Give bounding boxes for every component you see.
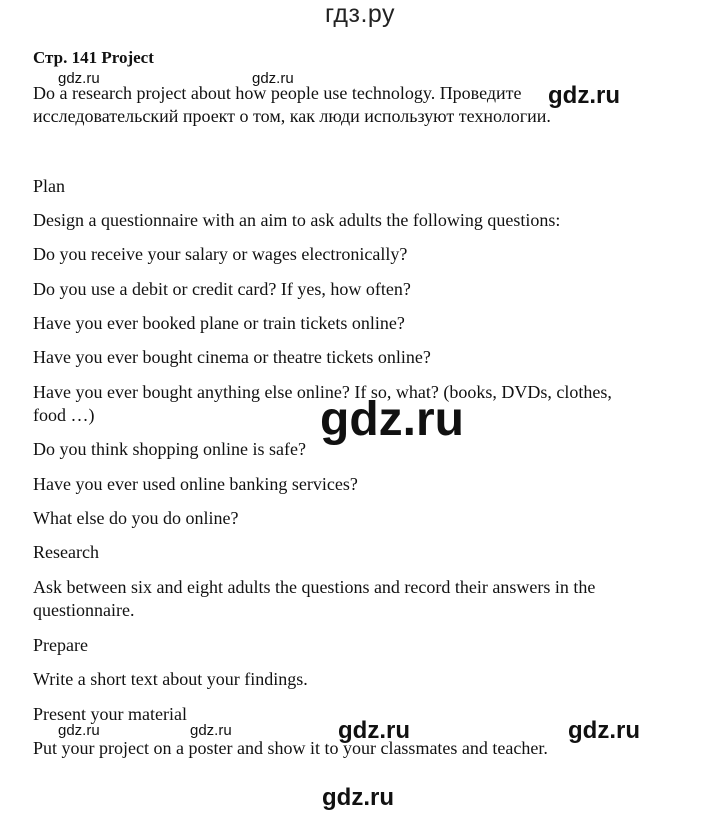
watermark: gdz.ru	[190, 722, 232, 739]
intro-line-2: исследовательский проект о том, как люди используют технологии.	[33, 106, 551, 126]
present-label: Present your material	[33, 704, 187, 724]
watermark: gdz.ru	[548, 82, 620, 109]
research-line-2: questionnaire.	[33, 600, 135, 620]
plan-intro: Design a questionnaire with an aim to ask adults the following questions:	[33, 210, 561, 230]
question-item: Have you ever bought anything else online? If so, what? (books, DVDs, clothes,	[33, 382, 612, 402]
intro-line-1: Do a research project about how people use technology. Проведите	[33, 83, 522, 103]
question-item: Do you think shopping online is safe?	[33, 439, 306, 459]
research-label: Research	[33, 542, 99, 562]
question-item: What else do you do online?	[33, 508, 239, 528]
plan-label: Plan	[33, 176, 66, 196]
question-item: Have you ever booked plane or train tickets online?	[33, 313, 405, 333]
question-item-continued: food …)	[33, 405, 95, 425]
question-item: Have you ever bought cinema or theatre tickets online?	[33, 347, 431, 367]
site-title: гдз.ру	[324, 0, 396, 28]
watermark: gdz.ru	[252, 70, 294, 87]
watermark: gdz.ru	[568, 717, 640, 744]
watermark: gdz.ru	[338, 717, 410, 744]
watermark-footer: gdz.ru	[322, 784, 394, 811]
research-line-1: Ask between six and eight adults the questions and record their answers in the	[33, 577, 596, 597]
question-item: Have you ever used online banking services?	[33, 474, 358, 494]
present-text: Put your project on a poster and show it to your classmates and teacher.	[33, 738, 548, 758]
watermark-large: gdz.ru	[320, 393, 464, 446]
question-item: Do you use a debit or credit card? If yes, how often?	[33, 279, 411, 299]
page-heading: Стр. 141 Project	[33, 48, 154, 67]
watermark: gdz.ru	[58, 70, 100, 87]
prepare-label: Prepare	[33, 635, 88, 655]
question-item: Do you receive your salary or wages electronically?	[33, 244, 408, 264]
watermark: gdz.ru	[58, 722, 100, 739]
prepare-text: Write a short text about your findings.	[33, 669, 308, 689]
